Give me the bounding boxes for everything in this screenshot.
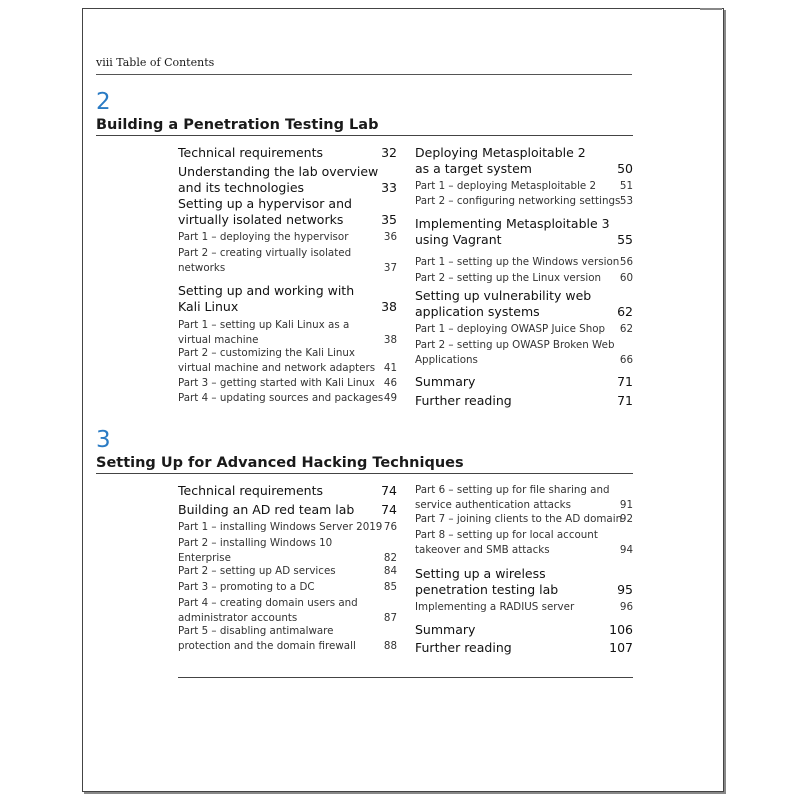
toc-page-number: 32 [381, 145, 397, 160]
toc-entry-title: Part 6 – setting up for file sharing and service authentication attacks [415, 484, 610, 511]
toc-page-number: 74 [381, 483, 397, 498]
toc-subentry[interactable] [178, 376, 397, 391]
toc-subentry[interactable] [178, 564, 397, 579]
toc-entry-title: Part 7 – joining clients to the AD domain [415, 513, 623, 525]
toc-subentry[interactable] [178, 596, 397, 625]
toc-page-number: 94 [619, 543, 633, 556]
toc-page-number: 53 [619, 195, 633, 207]
toc-entry-title: Part 1 – deploying OWASP Juice Shop [415, 323, 606, 335]
toc-page-number: 96 [619, 601, 633, 613]
toc-heading-entry[interactable] [178, 483, 397, 499]
toc-heading-entry[interactable] [415, 640, 633, 656]
toc-heading-entry[interactable] [415, 374, 633, 390]
chapter-number: 2 [96, 89, 111, 115]
toc-page-number: 87 [383, 611, 397, 624]
toc-page-number: 50 [617, 160, 633, 176]
toc-entry-title: Setting up vulnerability web application systems [415, 288, 592, 319]
chapter-title: Setting Up for Advanced Hacking Techniques [96, 453, 633, 474]
toc-heading-entry[interactable] [415, 566, 633, 597]
toc-page-number: 62 [617, 303, 633, 319]
toc-page-number: 74 [381, 502, 397, 517]
toc-page-number: 38 [381, 298, 397, 314]
toc-page-number: 36 [383, 231, 397, 243]
toc-page-number: 66 [619, 353, 633, 366]
toc-page-number: 71 [617, 393, 633, 408]
toc-subentry[interactable] [415, 271, 633, 286]
toc-heading-entry[interactable] [178, 502, 397, 518]
toc-entry-title: Summary [415, 622, 476, 637]
toc-entry-title: Part 2 – installing Windows 10 Enterprise [178, 537, 333, 564]
toc-subentry[interactable] [178, 346, 397, 375]
toc-subentry[interactable] [178, 536, 397, 565]
toc-heading-entry[interactable] [415, 622, 633, 638]
toc-subentry[interactable] [178, 520, 397, 535]
chapter-2 [96, 89, 633, 136]
toc-entry-title: Part 1 – deploying the hypervisor [178, 231, 349, 243]
toc-entry-title: Part 2 – configuring networking settings [415, 195, 621, 207]
toc-entry-title: Part 3 – promoting to a DC [178, 581, 315, 593]
toc-entry-title: Part 2 – customizing the Kali Linux virtual machine and network adapters [178, 347, 376, 374]
toc-entry-title: Setting up and working with Kali Linux [178, 283, 355, 314]
toc-entry-title: Further reading [415, 640, 512, 655]
toc-heading-entry[interactable] [415, 288, 633, 319]
toc-subentry[interactable] [178, 580, 397, 595]
toc-subentry[interactable] [415, 322, 633, 337]
toc-subentry[interactable] [415, 512, 633, 527]
toc-page-number: 35 [381, 211, 397, 227]
toc-heading-entry[interactable] [415, 145, 633, 176]
toc-page-number: 76 [383, 521, 397, 533]
toc-page-number: 46 [383, 377, 397, 389]
toc-page-number: 62 [619, 323, 633, 335]
toc-entry-title: Part 3 – getting started with Kali Linux [178, 377, 375, 389]
toc-heading-entry[interactable] [415, 216, 633, 247]
toc-entry-title: Technical requirements [178, 145, 324, 160]
toc-entry-title: Understanding the lab overview and its technologies [178, 164, 379, 195]
toc-page-number: 106 [609, 622, 633, 637]
toc-entry-title: Building an AD red team lab [178, 502, 355, 517]
toc-subentry[interactable] [415, 483, 633, 512]
toc-entry-title: Part 1 – setting up the Windows version [415, 256, 620, 268]
toc-page-number: 95 [617, 581, 633, 597]
toc-subentry[interactable] [415, 179, 633, 194]
running-head: viii Table of Contents [96, 56, 632, 75]
toc-entry-title: Implementing Metasploitable 3 using Vagrant [415, 216, 610, 247]
toc-heading-entry[interactable] [178, 196, 397, 227]
toc-subentry[interactable] [178, 624, 397, 653]
toc-entry-title: Implementing a RADIUS server [415, 601, 575, 613]
toc-entry-title: Part 2 – setting up AD services [178, 565, 336, 577]
toc-page-number: 82 [383, 551, 397, 564]
toc-page-number: 51 [619, 180, 633, 192]
toc-entry-title: Technical requirements [178, 483, 324, 498]
toc-page-number: 60 [619, 272, 633, 284]
toc-page-number: 55 [617, 231, 633, 247]
toc-subentry[interactable] [415, 255, 633, 270]
toc-entry-title: Summary [415, 374, 476, 389]
toc-entry-title: Part 1 – setting up Kali Linux as a virtual machine [178, 319, 350, 346]
toc-entry-title: Part 2 – setting up OWASP Broken Web Applications [415, 339, 615, 366]
toc-subentry[interactable] [178, 391, 397, 406]
chapter-number: 3 [96, 427, 111, 453]
toc-entry-title: Part 1 – deploying Metasploitable 2 [415, 180, 597, 192]
toc-page-number: 91 [619, 498, 633, 511]
toc-subentry[interactable] [178, 246, 397, 275]
toc-entry-title: Part 4 – updating sources and packages [178, 392, 384, 404]
toc-page-number: 56 [619, 256, 633, 268]
toc-heading-entry[interactable] [178, 283, 397, 314]
page-corner-shadow [700, 8, 722, 10]
toc-page-number: 38 [383, 333, 397, 346]
toc-entry-title: Part 2 – setting up the Linux version [415, 272, 602, 284]
toc-entry-title: Part 4 – creating domain users and administrator accounts [178, 597, 358, 624]
toc-page-number: 33 [381, 179, 397, 195]
toc-heading-entry[interactable] [178, 145, 397, 161]
toc-page-number: 85 [383, 581, 397, 593]
toc-page-number: 88 [383, 639, 397, 652]
toc-entry-title: Part 5 – disabling antimalware protection and the domain firewall [178, 625, 356, 652]
toc-page-number: 92 [619, 513, 633, 525]
toc-entry-title: Part 8 – setting up for local account takeover and SMB attacks [415, 529, 598, 556]
toc-page-number: 84 [383, 565, 397, 577]
toc-entry-title: Setting up a wireless penetration testing lab [415, 566, 559, 597]
toc-subentry[interactable] [178, 230, 397, 245]
toc-entry-title: Part 2 – creating virtually isolated networks [178, 247, 352, 274]
toc-heading-entry[interactable] [415, 393, 633, 409]
toc-entry-title: Setting up a hypervisor and virtually isolated networks [178, 196, 352, 227]
toc-page-number: 107 [609, 640, 633, 655]
bottom-rule [178, 677, 633, 678]
toc-subentry[interactable] [415, 338, 633, 367]
toc-subentry[interactable] [178, 318, 397, 347]
toc-heading-entry[interactable] [178, 164, 397, 195]
toc-entry-title: Part 1 – installing Windows Server 2019 [178, 521, 383, 533]
toc-page-number: 71 [617, 374, 633, 389]
toc-entry-title: Further reading [415, 393, 512, 408]
chapter-title: Building a Penetration Testing Lab [96, 115, 633, 136]
chapter-3 [96, 427, 633, 474]
toc-page-number: 49 [383, 392, 397, 404]
toc-page-number: 41 [383, 361, 397, 374]
toc-subentry[interactable] [415, 194, 633, 209]
toc-entry-title: Deploying Metasploitable 2 as a target system [415, 145, 586, 176]
toc-subentry[interactable] [415, 600, 633, 615]
toc-page-number: 37 [383, 261, 397, 274]
toc-subentry[interactable] [415, 528, 633, 557]
